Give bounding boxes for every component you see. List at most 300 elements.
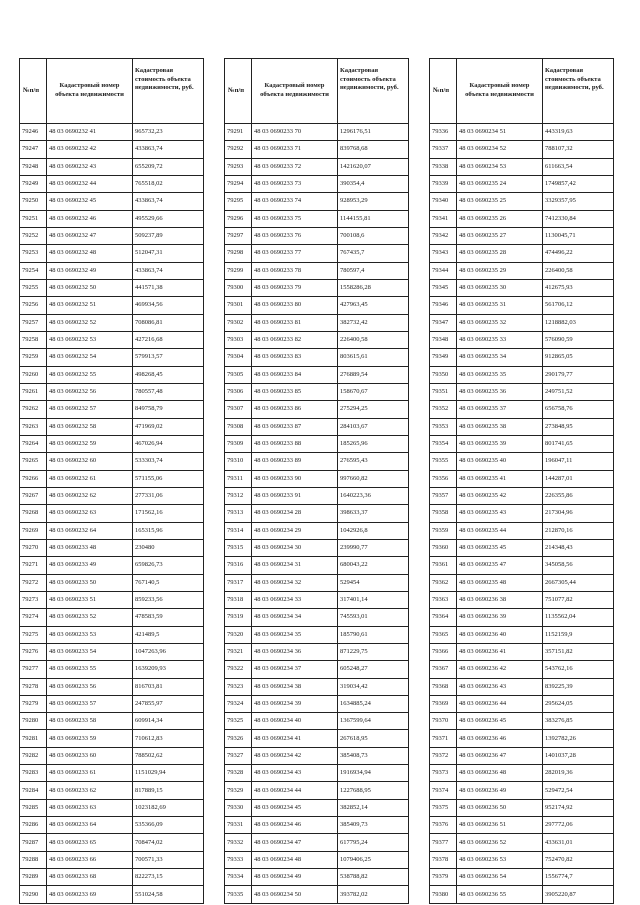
cell-cadastral-cost: 382852,14 <box>338 799 409 816</box>
cell-cadastral-number: 48 03 0690233 66 <box>47 851 133 868</box>
cell-cadastral-cost: 467026,94 <box>133 435 204 452</box>
cell-cadastral-number: 48 03 0690233 83 <box>252 349 338 366</box>
table-row <box>225 175 409 192</box>
cell-number: 79361 <box>430 557 457 574</box>
cell-number: 79357 <box>430 487 457 504</box>
cell-cadastral-cost: 498268,45 <box>133 366 204 383</box>
cell-number: 79255 <box>20 279 47 296</box>
table-row <box>430 713 614 730</box>
cell-number: 79320 <box>225 626 252 643</box>
cell-cadastral-number: 48 03 0690234 51 <box>457 124 543 141</box>
cell-number: 79345 <box>430 279 457 296</box>
table-row <box>430 193 614 210</box>
table-row <box>430 695 614 712</box>
cell-number: 79305 <box>225 366 252 383</box>
cell-cadastral-cost: 478583,59 <box>133 609 204 626</box>
cell-cadastral-number: 48 03 0690234 32 <box>252 574 338 591</box>
cell-cadastral-cost: 767435,7 <box>338 245 409 262</box>
cell-cadastral-number: 48 03 0690234 34 <box>252 609 338 626</box>
cell-number: 79375 <box>430 799 457 816</box>
cell-number: 79292 <box>225 141 252 158</box>
cell-cadastral-number: 48 03 0690236 48 <box>457 765 543 782</box>
cell-number: 79356 <box>430 470 457 487</box>
cell-cadastral-number: 48 03 0690233 57 <box>47 695 133 712</box>
cell-cadastral-number: 48 03 0690233 69 <box>47 886 133 903</box>
cell-cadastral-cost: 171562,16 <box>133 505 204 522</box>
table-row <box>20 141 204 158</box>
cell-number: 79265 <box>20 453 47 470</box>
cell-cadastral-number: 48 03 0690233 74 <box>252 193 338 210</box>
cell-cadastral-number: 48 03 0690235 30 <box>457 279 543 296</box>
cell-cadastral-number: 48 03 0690236 52 <box>457 834 543 851</box>
table-row <box>225 591 409 608</box>
cell-cadastral-cost: 295624,05 <box>543 695 614 712</box>
cell-number: 79339 <box>430 175 457 192</box>
cell-number: 79301 <box>225 297 252 314</box>
cell-cadastral-cost: 1151029,94 <box>133 765 204 782</box>
table-row <box>225 834 409 851</box>
cell-cadastral-number: 48 03 0690233 60 <box>47 747 133 764</box>
cell-cadastral-number: 48 03 0690232 55 <box>47 366 133 383</box>
table-row <box>20 695 204 712</box>
cell-cadastral-number: 48 03 0690233 53 <box>47 626 133 643</box>
table-row <box>430 401 614 418</box>
cell-number: 79290 <box>20 886 47 903</box>
table-row <box>430 158 614 175</box>
table-header <box>225 59 409 124</box>
table-row <box>225 193 409 210</box>
table-row <box>20 851 204 868</box>
cell-cadastral-cost: 382732,42 <box>338 314 409 331</box>
table-row <box>225 314 409 331</box>
cell-cadastral-cost: 839768,68 <box>338 141 409 158</box>
cell-cadastral-number: 48 03 0690235 27 <box>457 227 543 244</box>
cell-number: 79321 <box>225 643 252 660</box>
cell-cadastral-cost: 538788,82 <box>338 869 409 886</box>
cell-cadastral-number: 48 03 0690232 53 <box>47 331 133 348</box>
cell-number: 79303 <box>225 331 252 348</box>
cell-cadastral-cost: 239990,77 <box>338 539 409 556</box>
cell-cadastral-cost: 276889,54 <box>338 366 409 383</box>
cell-cadastral-number: 48 03 0690233 90 <box>252 470 338 487</box>
cell-number: 79276 <box>20 643 47 660</box>
cell-cadastral-number: 48 03 0690232 43 <box>47 158 133 175</box>
table-row <box>225 539 409 556</box>
table-row <box>20 799 204 816</box>
cell-number: 79269 <box>20 522 47 539</box>
cell-cadastral-cost: 1135562,04 <box>543 609 614 626</box>
cell-number: 79369 <box>430 695 457 712</box>
table-row <box>225 470 409 487</box>
table-row <box>430 124 614 141</box>
cell-cadastral-cost: 803615,61 <box>338 349 409 366</box>
table-row <box>430 470 614 487</box>
cell-cadastral-number: 48 03 0690235 39 <box>457 435 543 452</box>
cell-cadastral-cost: 928953,29 <box>338 193 409 210</box>
cell-cadastral-number: 48 03 0690236 39 <box>457 609 543 626</box>
table-row <box>225 643 409 660</box>
cell-cadastral-number: 48 03 0690232 63 <box>47 505 133 522</box>
cell-cadastral-number: 48 03 0690232 47 <box>47 227 133 244</box>
cell-cadastral-number: 48 03 0690236 42 <box>457 661 543 678</box>
cell-cadastral-cost: 839225,39 <box>543 678 614 695</box>
table-header <box>430 59 614 124</box>
cell-number: 79377 <box>430 834 457 851</box>
cell-cadastral-number: 48 03 0690235 45 <box>457 539 543 556</box>
cell-cadastral-number: 48 03 0690234 41 <box>252 730 338 747</box>
cell-cadastral-cost: 398633,37 <box>338 505 409 522</box>
cell-cadastral-number: 48 03 0690233 52 <box>47 609 133 626</box>
table-row <box>225 869 409 886</box>
cell-number: 79287 <box>20 834 47 851</box>
cell-cadastral-cost: 427963,45 <box>338 297 409 314</box>
cadastral-table-1 <box>19 58 204 904</box>
cell-number: 79302 <box>225 314 252 331</box>
cell-cadastral-cost: 576090,59 <box>543 331 614 348</box>
cell-cadastral-cost: 1421620,07 <box>338 158 409 175</box>
cell-number: 79349 <box>430 349 457 366</box>
table-row <box>225 747 409 764</box>
cell-number: 79283 <box>20 765 47 782</box>
cell-cadastral-number: 48 03 0690233 49 <box>47 557 133 574</box>
table-row <box>225 383 409 400</box>
table-row <box>225 765 409 782</box>
cell-number: 79319 <box>225 609 252 626</box>
table-row <box>225 418 409 435</box>
table-row <box>20 470 204 487</box>
cell-cadastral-cost: 533303,74 <box>133 453 204 470</box>
cell-cadastral-number: 48 03 0690235 43 <box>457 505 543 522</box>
cell-cadastral-number: 48 03 0690234 50 <box>252 886 338 903</box>
table-row <box>430 297 614 314</box>
table-row <box>430 730 614 747</box>
cell-number: 79355 <box>430 453 457 470</box>
cell-number: 79248 <box>20 158 47 175</box>
cell-number: 79368 <box>430 678 457 695</box>
cell-number: 79254 <box>20 262 47 279</box>
cell-cadastral-number: 48 03 0690233 54 <box>47 643 133 660</box>
cell-cadastral-cost: 427216,68 <box>133 331 204 348</box>
cell-number: 79353 <box>430 418 457 435</box>
cell-cadastral-cost: 700571,33 <box>133 851 204 868</box>
cell-number: 79257 <box>20 314 47 331</box>
cell-cadastral-number: 48 03 0690235 31 <box>457 297 543 314</box>
cell-cadastral-cost: 249751,52 <box>543 383 614 400</box>
cell-cadastral-cost: 1218882,03 <box>543 314 614 331</box>
cell-number: 79252 <box>20 227 47 244</box>
cell-number: 79311 <box>225 470 252 487</box>
table-row <box>225 158 409 175</box>
cell-cadastral-number: 48 03 0690233 89 <box>252 453 338 470</box>
cell-cadastral-number: 48 03 0690235 40 <box>457 453 543 470</box>
cell-cadastral-cost: 1047263,96 <box>133 643 204 660</box>
cell-cadastral-cost: 659826,73 <box>133 557 204 574</box>
cell-cadastral-number: 48 03 0690235 38 <box>457 418 543 435</box>
cell-number: 79275 <box>20 626 47 643</box>
table-row <box>430 765 614 782</box>
table-row <box>20 366 204 383</box>
cell-cadastral-cost: 680043,22 <box>338 557 409 574</box>
cell-number: 79380 <box>430 886 457 903</box>
cell-cadastral-number: 48 03 0690232 58 <box>47 418 133 435</box>
cell-cadastral-number: 48 03 0690235 33 <box>457 331 543 348</box>
cell-number: 79264 <box>20 435 47 452</box>
table-row <box>225 626 409 643</box>
cell-cadastral-number: 48 03 0690234 53 <box>457 158 543 175</box>
cell-cadastral-cost: 1144155,81 <box>338 210 409 227</box>
cell-number: 79332 <box>225 834 252 851</box>
cell-number: 79246 <box>20 124 47 141</box>
cell-cadastral-number: 48 03 0690235 28 <box>457 245 543 262</box>
cell-cadastral-number: 48 03 0690236 38 <box>457 591 543 608</box>
table-row <box>20 487 204 504</box>
cell-cadastral-number: 48 03 0690232 42 <box>47 141 133 158</box>
cell-number: 79371 <box>430 730 457 747</box>
cell-cadastral-cost: 1392782,26 <box>543 730 614 747</box>
table-row <box>20 279 204 296</box>
table-row <box>430 245 614 262</box>
cell-cadastral-number: 48 03 0690233 87 <box>252 418 338 435</box>
cell-cadastral-cost: 751077,82 <box>543 591 614 608</box>
cell-cadastral-number: 48 03 0690232 59 <box>47 435 133 452</box>
table-row <box>20 401 204 418</box>
cell-cadastral-cost: 196047,11 <box>543 453 614 470</box>
cell-cadastral-cost: 952174,92 <box>543 799 614 816</box>
cell-cadastral-cost: 474496,22 <box>543 245 614 262</box>
cell-cadastral-cost: 605248,27 <box>338 661 409 678</box>
table-row <box>430 591 614 608</box>
table-row <box>20 314 204 331</box>
table-row <box>430 349 614 366</box>
cell-number: 79327 <box>225 747 252 764</box>
cell-number: 79372 <box>430 747 457 764</box>
cell-cadastral-number: 48 03 0690233 48 <box>47 539 133 556</box>
cell-number: 79346 <box>430 297 457 314</box>
cell-number: 79251 <box>20 210 47 227</box>
table-row <box>20 557 204 574</box>
cell-cadastral-number: 48 03 0690233 91 <box>252 487 338 504</box>
table-row <box>20 747 204 764</box>
cell-cadastral-cost: 471969,02 <box>133 418 204 435</box>
cell-cadastral-cost: 441571,38 <box>133 279 204 296</box>
cell-cadastral-cost: 710612,83 <box>133 730 204 747</box>
table-row <box>225 262 409 279</box>
cell-number: 79306 <box>225 383 252 400</box>
cell-cadastral-number: 48 03 0690236 53 <box>457 851 543 868</box>
header-cadastral-number: Кадастровый номер объекта недвижимости <box>252 59 338 124</box>
cell-cadastral-number: 48 03 0690234 43 <box>252 765 338 782</box>
cell-cadastral-cost: 185265,96 <box>338 435 409 452</box>
table-row <box>225 609 409 626</box>
table-row <box>430 383 614 400</box>
cell-cadastral-number: 48 03 0690233 65 <box>47 834 133 851</box>
cell-number: 79326 <box>225 730 252 747</box>
table-row <box>20 886 204 903</box>
cell-cadastral-number: 48 03 0690233 88 <box>252 435 338 452</box>
cell-number: 79362 <box>430 574 457 591</box>
cell-cadastral-cost: 185790,61 <box>338 626 409 643</box>
cell-cadastral-number: 48 03 0690236 41 <box>457 643 543 660</box>
cell-number: 79340 <box>430 193 457 210</box>
table-row <box>20 591 204 608</box>
cell-cadastral-number: 48 03 0690235 36 <box>457 383 543 400</box>
table-row <box>430 834 614 851</box>
cell-cadastral-cost: 1558286,28 <box>338 279 409 296</box>
cell-cadastral-number: 48 03 0690232 50 <box>47 279 133 296</box>
cell-number: 79300 <box>225 279 252 296</box>
header-cadastral-number: Кадастровый номер объекта недвижимости <box>47 59 133 124</box>
table-row <box>225 557 409 574</box>
cell-cadastral-number: 48 03 0690236 55 <box>457 886 543 903</box>
cell-number: 79258 <box>20 331 47 348</box>
cell-cadastral-cost: 965732,23 <box>133 124 204 141</box>
cell-cadastral-number: 48 03 0690232 52 <box>47 314 133 331</box>
cell-number: 79307 <box>225 401 252 418</box>
table-row <box>225 886 409 903</box>
table-row <box>430 262 614 279</box>
cell-cadastral-number: 48 03 0690233 61 <box>47 765 133 782</box>
table-row <box>225 799 409 816</box>
cell-cadastral-cost: 708086,81 <box>133 314 204 331</box>
table-row <box>430 799 614 816</box>
table-row <box>225 331 409 348</box>
table-row <box>430 453 614 470</box>
cell-cadastral-cost: 390354,4 <box>338 175 409 192</box>
table-row <box>225 713 409 730</box>
header-cadastral-cost: Кадастровая стоимость объекта недвижимости, руб. <box>338 59 409 124</box>
cell-number: 79376 <box>430 817 457 834</box>
cell-number: 79253 <box>20 245 47 262</box>
cell-cadastral-number: 48 03 0690233 63 <box>47 799 133 816</box>
cell-cadastral-cost: 512047,31 <box>133 245 204 262</box>
cell-number: 79373 <box>430 765 457 782</box>
table-row <box>20 175 204 192</box>
cell-cadastral-cost: 817889,15 <box>133 782 204 799</box>
cell-cadastral-number: 48 03 0690233 77 <box>252 245 338 262</box>
cell-number: 79344 <box>430 262 457 279</box>
table-row <box>20 834 204 851</box>
cell-number: 79350 <box>430 366 457 383</box>
cell-cadastral-cost: 212870,16 <box>543 522 614 539</box>
table-row <box>20 869 204 886</box>
table-row <box>225 401 409 418</box>
table-row <box>430 661 614 678</box>
cell-cadastral-number: 48 03 0690235 29 <box>457 262 543 279</box>
cell-cadastral-number: 48 03 0690234 44 <box>252 782 338 799</box>
cell-cadastral-number: 48 03 0690233 86 <box>252 401 338 418</box>
cell-cadastral-cost: 158670,67 <box>338 383 409 400</box>
table-row <box>20 678 204 695</box>
cell-number: 79374 <box>430 782 457 799</box>
cell-cadastral-cost: 214348,43 <box>543 539 614 556</box>
cell-cadastral-cost: 509237,89 <box>133 227 204 244</box>
cell-number: 79280 <box>20 713 47 730</box>
table-row <box>225 817 409 834</box>
cell-cadastral-cost: 1916934,94 <box>338 765 409 782</box>
cell-cadastral-number: 48 03 0690236 46 <box>457 730 543 747</box>
cell-cadastral-cost: 433631,01 <box>543 834 614 851</box>
cell-cadastral-cost: 529454 <box>338 574 409 591</box>
cell-cadastral-cost: 273848,95 <box>543 418 614 435</box>
cadastral-table-3 <box>429 58 614 904</box>
cell-number: 79316 <box>225 557 252 574</box>
cell-number: 79335 <box>225 886 252 903</box>
cell-number: 79293 <box>225 158 252 175</box>
cell-cadastral-number: 48 03 0690233 64 <box>47 817 133 834</box>
cell-number: 79347 <box>430 314 457 331</box>
cell-cadastral-cost: 788107,32 <box>543 141 614 158</box>
cell-cadastral-cost: 383276,85 <box>543 713 614 730</box>
cell-cadastral-number: 48 03 0690232 49 <box>47 262 133 279</box>
cell-cadastral-number: 48 03 0690235 37 <box>457 401 543 418</box>
cell-cadastral-number: 48 03 0690233 85 <box>252 383 338 400</box>
cell-cadastral-cost: 816703,81 <box>133 678 204 695</box>
cell-cadastral-cost: 1749857,42 <box>543 175 614 192</box>
table-row <box>20 522 204 539</box>
table-row <box>20 418 204 435</box>
cell-cadastral-cost: 849758,79 <box>133 401 204 418</box>
cell-number: 79308 <box>225 418 252 435</box>
cell-cadastral-cost: 412675,93 <box>543 279 614 296</box>
table-row <box>225 349 409 366</box>
cell-cadastral-number: 48 03 0690234 46 <box>252 817 338 834</box>
cell-number: 79263 <box>20 418 47 435</box>
cell-cadastral-cost: 385409,73 <box>338 817 409 834</box>
table-row <box>430 539 614 556</box>
cell-number: 79360 <box>430 539 457 556</box>
cell-cadastral-number: 48 03 0690232 46 <box>47 210 133 227</box>
table-row <box>430 747 614 764</box>
cell-number: 79342 <box>430 227 457 244</box>
cell-cadastral-cost: 276595,43 <box>338 453 409 470</box>
table-body <box>20 124 204 904</box>
cell-cadastral-cost: 609914,34 <box>133 713 204 730</box>
table-body <box>225 124 409 904</box>
cell-cadastral-cost: 319034,42 <box>338 678 409 695</box>
cell-cadastral-number: 48 03 0690234 30 <box>252 539 338 556</box>
cell-cadastral-cost: 1023182,69 <box>133 799 204 816</box>
cell-cadastral-number: 48 03 0690236 40 <box>457 626 543 643</box>
cell-number: 79295 <box>225 193 252 210</box>
cell-number: 79285 <box>20 799 47 816</box>
cell-cadastral-number: 48 03 0690234 47 <box>252 834 338 851</box>
cell-cadastral-number: 48 03 0690234 33 <box>252 591 338 608</box>
table-row <box>20 158 204 175</box>
cell-number: 79358 <box>430 505 457 522</box>
table-row <box>225 522 409 539</box>
cell-number: 79351 <box>430 383 457 400</box>
cell-number: 79348 <box>430 331 457 348</box>
cell-number: 79352 <box>430 401 457 418</box>
cell-number: 79328 <box>225 765 252 782</box>
table-row <box>20 453 204 470</box>
table-row <box>20 713 204 730</box>
cell-number: 79363 <box>430 591 457 608</box>
table-row <box>20 765 204 782</box>
cell-cadastral-cost: 277331,06 <box>133 487 204 504</box>
cell-cadastral-number: 48 03 0690234 29 <box>252 522 338 539</box>
cell-number: 79296 <box>225 210 252 227</box>
cell-number: 79299 <box>225 262 252 279</box>
table-row <box>430 366 614 383</box>
table-row <box>430 782 614 799</box>
table-row <box>225 366 409 383</box>
header-number: №п/п <box>225 59 252 124</box>
cell-cadastral-number: 48 03 0690236 51 <box>457 817 543 834</box>
cell-number: 79366 <box>430 643 457 660</box>
table-row <box>225 851 409 868</box>
table-row <box>430 522 614 539</box>
